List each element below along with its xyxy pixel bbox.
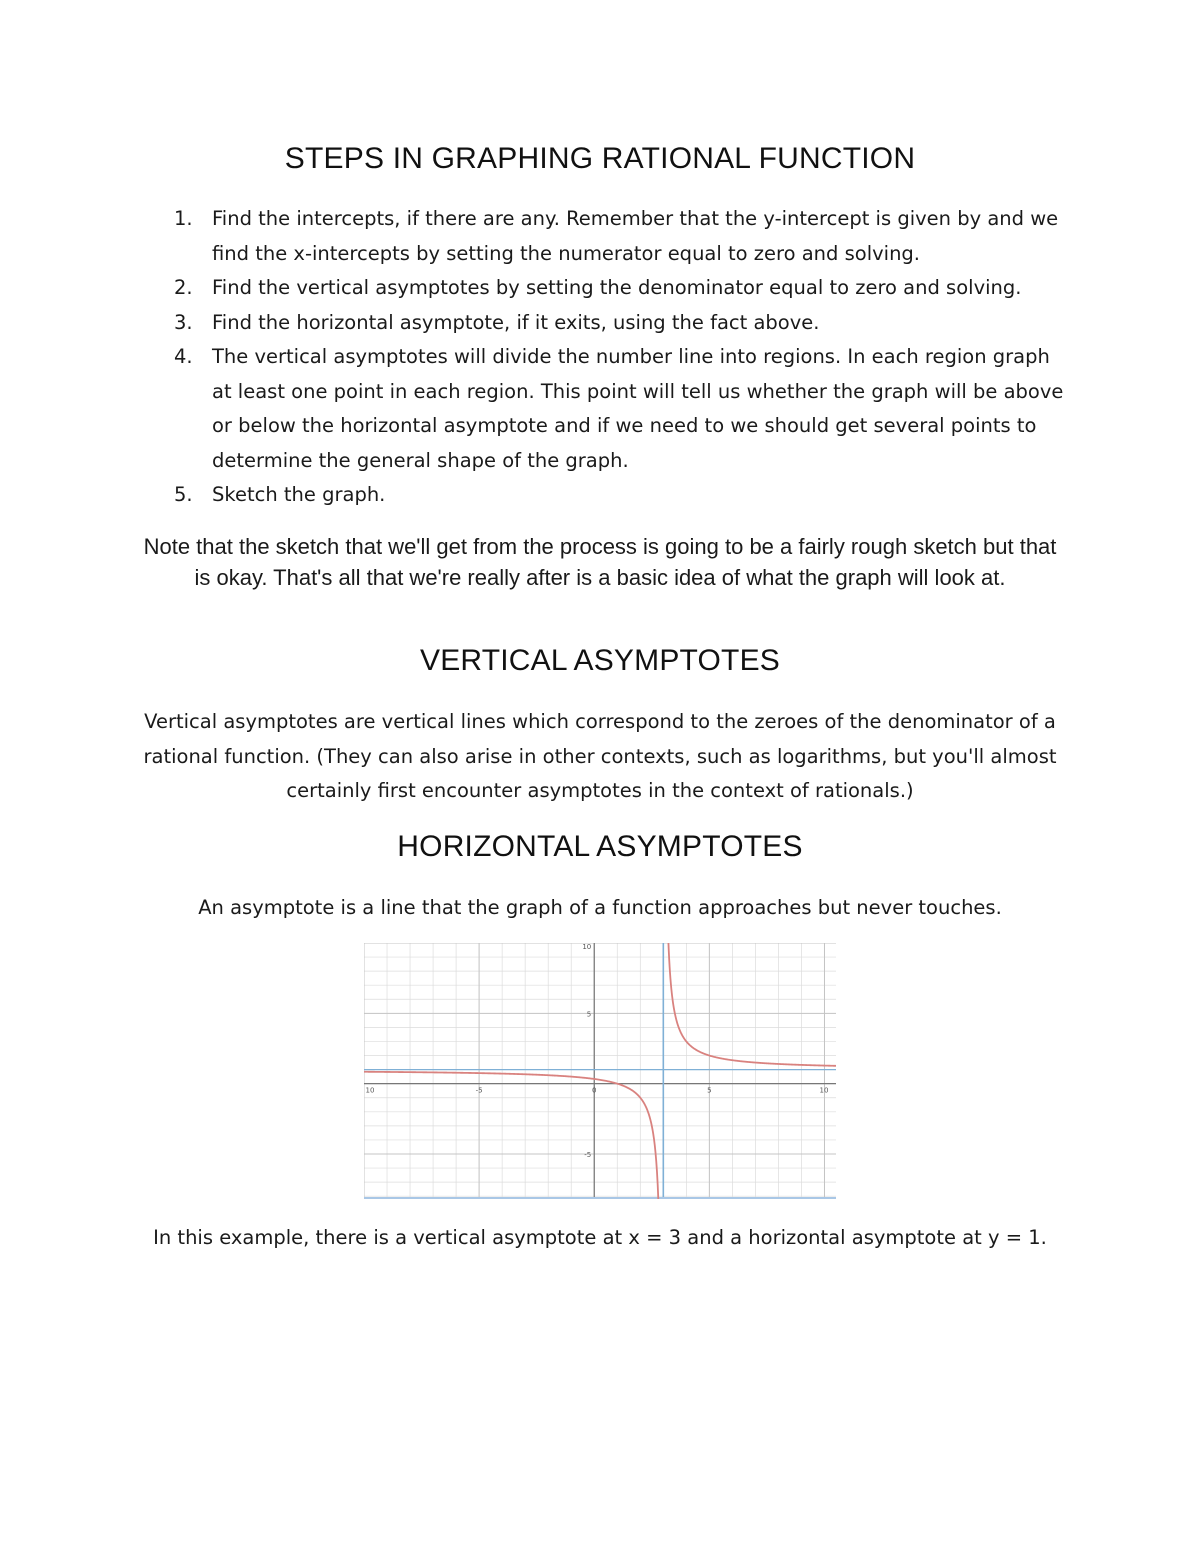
rational-function-graph [364, 943, 836, 1199]
horizontal-asymptotes-text: An asymptote is a line that the graph of a function approaches but never touches. [198, 896, 1002, 919]
step-text: Find the intercepts, if there are any. Remember that the y-intercept is given by and we find the x-intercepts by setting the numerator equal to zero and solving. [212, 207, 1059, 265]
step-text: Find the vertical asymptotes by setting the denominator equal to zero and solving. [212, 276, 1022, 299]
note-paragraph: Note that the sketch that we'll get from the process is going to be a fairly rough sketch but that is okay. That's all that we're really after is a basic idea of what the graph will look at. [143, 534, 1057, 590]
function-curve-right-branch [668, 943, 836, 1066]
steps-list [150, 202, 1070, 513]
example-text: In this example, there is a vertical asymptote at x = 3 and a horizontal asymptote at y = 1. [153, 1226, 1047, 1249]
vertical-asymptotes-heading: VERTICAL ASYMPTOTES [419, 644, 781, 677]
step-number: 2. [174, 276, 193, 299]
step-item [150, 271, 1070, 306]
step-text: Find the horizontal asymptote, if it exits, using the fact above. [212, 310, 820, 334]
step-number: 3. [174, 310, 193, 334]
x-tick-label: 5 [707, 1086, 712, 1095]
y-tick-label: -5 [584, 1150, 592, 1159]
horizontal-asymptotes-heading: HORIZONTAL ASYMPTOTES [397, 830, 803, 863]
step-item [150, 202, 1070, 271]
y-tick-label: 5 [586, 1010, 592, 1019]
page-title: STEPS IN GRAPHING RATIONAL FUNCTION [284, 142, 916, 175]
x-tick-label: 10 [819, 1086, 829, 1095]
x-tick-label: 10 [365, 1086, 375, 1095]
x-tick-label: 0 [592, 1086, 597, 1095]
vertical-asymptotes-text: Vertical asymptotes are vertical lines which correspond to the zeroes of the denominator of a rational function. (They can also arise in other contexts, such as logarithms, but you'll almost certainly first encounter asymptotes in the context of rationals.) [143, 710, 1057, 802]
step-number: 5. [174, 483, 193, 506]
y-tick-label: 10 [582, 943, 592, 951]
step-number: 1. [174, 207, 193, 230]
step-item [150, 306, 1070, 341]
function-curve-left-branch [364, 1072, 659, 1199]
step-item [150, 340, 1070, 478]
step-text: Sketch the graph. [212, 483, 386, 506]
x-tick-label: -5 [475, 1086, 483, 1095]
step-item [150, 478, 1070, 513]
step-number: 4. [174, 345, 193, 368]
step-text: The vertical asymptotes will divide the number line into regions. In each region graph at least one point in each region. This point will tell us whether the graph will be above or below the horizontal asymptote and if we need to we should get several points to determine the general shape of the graph. [212, 345, 1064, 472]
